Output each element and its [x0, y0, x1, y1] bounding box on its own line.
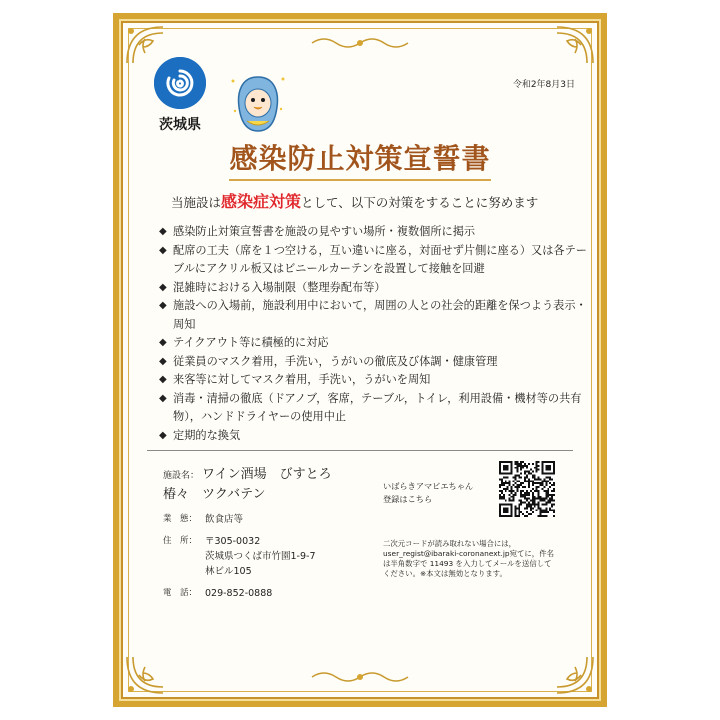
intro-suffix: として、以下の対策をすることに努めます	[301, 195, 539, 210]
facility-name-line1: ワイン酒場 びすとろ	[202, 467, 332, 482]
measure-item: ◆ 従業員のマスク着用，手洗い，うがいの徹底及び体調・健康管理	[159, 353, 589, 372]
telephone-label: 電 話：	[163, 588, 198, 598]
amabie-label-line1: いばらきアマビエちゃん	[383, 481, 474, 491]
measure-item: ◆ テイクアウト等に積極的に対応	[159, 334, 589, 353]
measure-item: ◆ 定期的な換気	[159, 427, 589, 446]
corner-ornament-icon	[551, 23, 597, 69]
measure-item: ◆ 配席の工夫（席を１つ空ける，互い違いに座る，対面せず片側に座る）又は各テーブルにアクリル板又はビニールカーテンを設置して接触を回避	[159, 242, 589, 279]
note-line3: は半角数字で 11493 を入力してメールを送信して	[383, 559, 552, 568]
address-label: 住 所：	[163, 536, 198, 546]
address-postal: 〒305-0032	[205, 536, 261, 547]
telephone-row	[163, 586, 272, 601]
address-row	[163, 534, 316, 579]
section-divider	[147, 450, 573, 451]
corner-ornament-icon	[123, 651, 169, 697]
top-flourish-icon	[310, 35, 410, 51]
business-type-value: 飲食店等	[205, 514, 244, 525]
bottom-flourish-icon	[310, 669, 410, 685]
qr-fallback-note	[383, 539, 583, 579]
amabie-label-line2: 登録はこちら	[383, 494, 433, 504]
address-value	[205, 534, 316, 579]
business-type-row	[163, 512, 243, 527]
note-line1: 二次元コードが読み取れない場合には，	[383, 539, 517, 548]
intro-highlight: 感染症対策	[221, 192, 302, 211]
address-line2: 林ビル105	[205, 566, 252, 577]
measure-item: ◆ 来客等に対してマスク着用，手洗い，うがいを周知	[159, 371, 589, 390]
note-line2: user_regist@ibaraki-coronanext.jp宛てに，件名	[383, 549, 554, 558]
title-underline	[229, 179, 491, 181]
corner-ornament-icon	[551, 651, 597, 697]
declaration-certificate	[113, 13, 607, 707]
intro-sentence	[171, 189, 538, 212]
page-title: 感染防止対策宣誓書	[229, 142, 491, 175]
measure-item: ◆ 施設への入場前，施設利用中において，周囲の人との社会的距離を保つよう表示・周知	[159, 297, 589, 334]
note-line4: ください。※本文は無効となります。	[383, 569, 507, 578]
facility-name-label: 施設名：	[163, 471, 200, 481]
amabie-mascot-icon	[227, 71, 289, 137]
measures-list	[159, 223, 589, 445]
measure-item: ◆ 感染防止対策宣誓書を施設の見やすい場所・複数個所に掲示	[159, 223, 589, 242]
prefecture-name: 茨城県	[159, 117, 201, 133]
telephone-value: 029-852-0888	[205, 588, 273, 599]
prefecture-emblem-icon	[154, 57, 206, 109]
measure-item: ◆ 混雑時における入場制限（整理券配布等）	[159, 279, 589, 298]
facility-name-line2: 椿々 ツクバテン	[163, 487, 266, 502]
measure-item: ◆ 消毒・清掃の徹底（ドアノブ，客席，テーブル，トイレ，利用設備・機材等の共有物），ハンドドライヤーの使用中止	[159, 390, 589, 427]
business-type-label: 業 態：	[163, 514, 198, 524]
intro-prefix: 当施設は	[171, 195, 222, 210]
qr-code-icon[interactable]	[499, 461, 555, 517]
facility-name	[163, 463, 332, 482]
amabie-registration-label	[383, 480, 473, 506]
address-line1: 茨城県つくば市竹園1-9-7	[205, 551, 316, 562]
issue-date: 令和2年8月3日	[512, 80, 575, 90]
